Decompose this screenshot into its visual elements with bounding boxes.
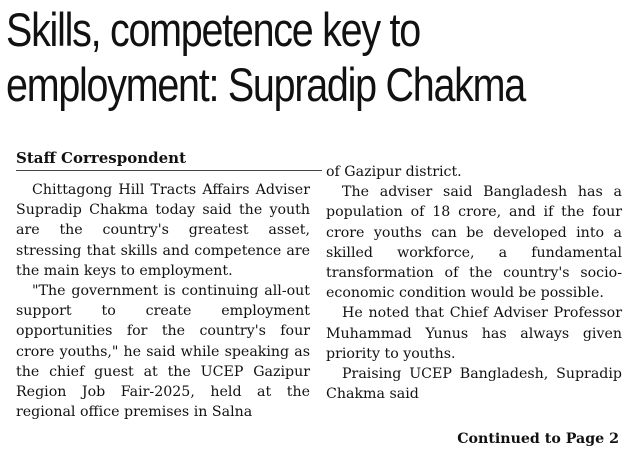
paragraph: He noted that Chief Adviser Professor Muhammad Yunus has always given priority to youths. [326, 305, 622, 362]
right-column [326, 162, 622, 404]
headline-line-2: employment: Supradip Chakma [6, 58, 525, 111]
paragraph: of Gazipur district. [326, 164, 462, 180]
byline-divider [16, 170, 322, 171]
byline: Staff Correspondent [16, 149, 187, 167]
paragraph: Praising UCEP Bangladesh, Supradip Chakma said [326, 366, 622, 403]
headline-line-1: Skills, competence key to [6, 3, 420, 56]
continued-to-page-link[interactable]: Continued to Page 2 [457, 431, 619, 447]
left-column [16, 180, 310, 422]
paragraph: Chittagong Hill Tracts Affairs Adviser Supradip Chakma today said the youth are the country's greatest asset, stressing that skills and competence are the main keys to employment. [16, 182, 310, 279]
headline [6, 2, 527, 112]
paragraph: The adviser said Bangladesh has a population of 18 crore, and if the four crore youths can be developed into a skilled workforce, a fundamental transformation of the country's socio-economic condition would be possible. [326, 184, 622, 302]
paragraph: "The government is continuing all-out support to create employment opportunities for the country's four crore youths," he said while speaking as the chief guest at the UCEP Gazipur Region Job Fair-2025, held at the regional office premises in Salna [16, 283, 310, 421]
